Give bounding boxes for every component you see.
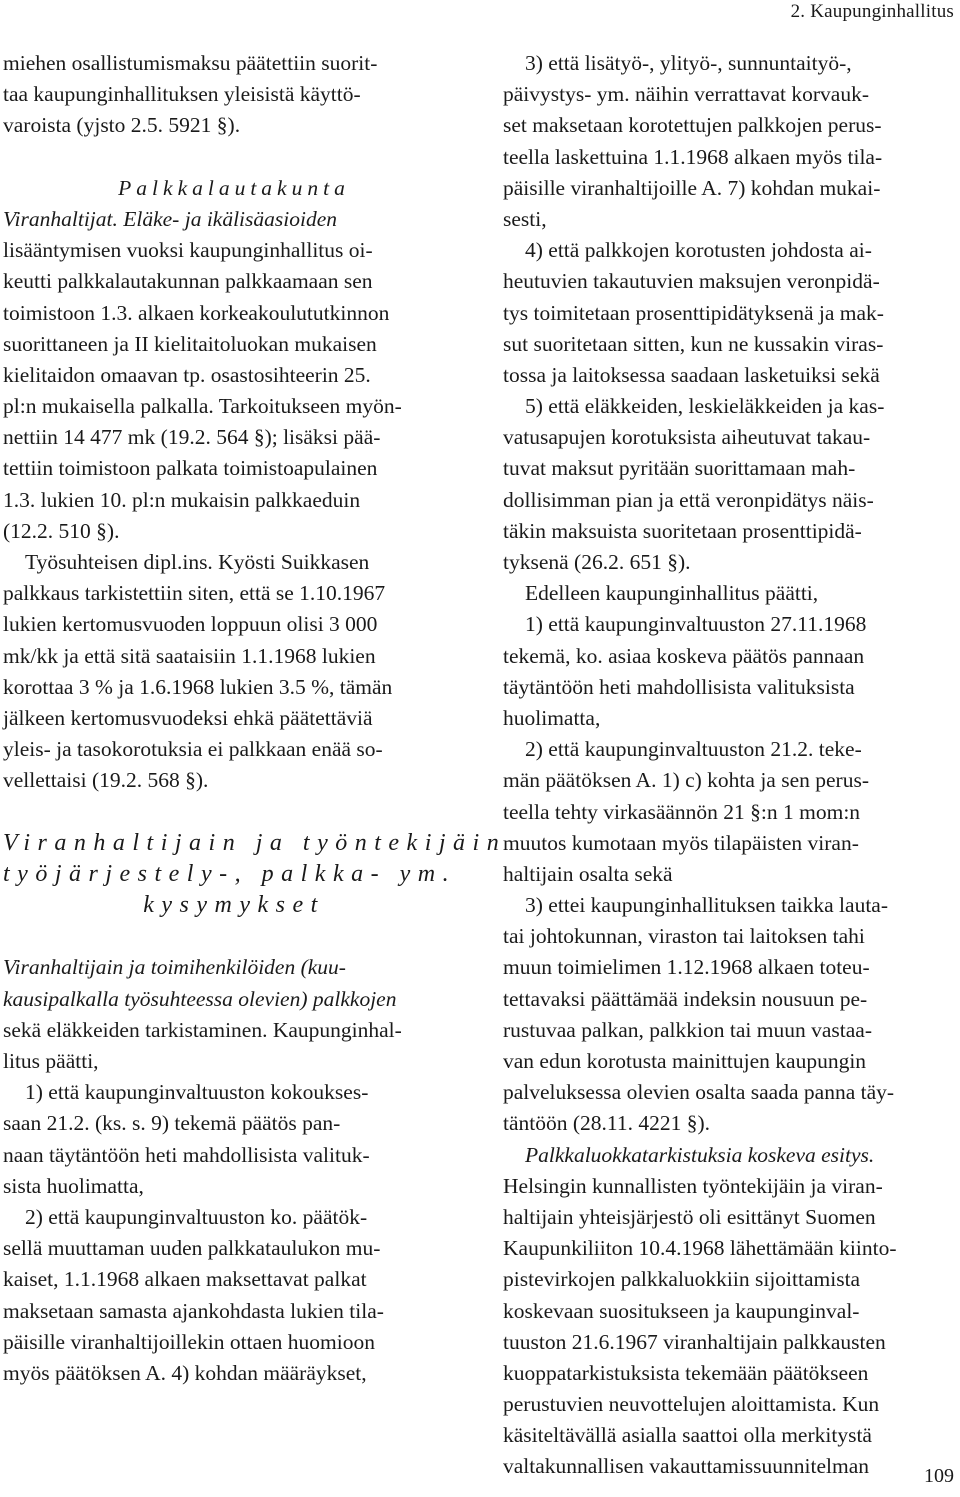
paragraph-lead: Palkkaluokkatarkistuksia koskeva esitys. bbox=[525, 1142, 875, 1167]
body-line: täytäntöön heti mahdollisista valituksista bbox=[503, 674, 855, 699]
right-column bbox=[503, 48, 958, 1483]
body-line: päisille viranhaltijoillekin ottaen huomioon bbox=[3, 1329, 375, 1354]
body-line: tossa ja laitoksessa saadaan lasketuiksi sekä bbox=[503, 362, 880, 387]
body-line: tuuston 21.6.1967 viranhaltijain palkkausten bbox=[503, 1329, 886, 1354]
body-line: 4) että palkkojen korotusten johdosta ai- bbox=[525, 238, 872, 263]
body-line: dollisimman pian ja että veronpidätys näis- bbox=[503, 487, 874, 512]
body-line: päivystys- ym. näihin verrattavat korvauk- bbox=[503, 82, 869, 107]
body-line: myös päätöksen A. 4) kohdan määräykset, bbox=[3, 1360, 367, 1385]
body-line: tys toimitetaan prosenttipidätyksenä ja mak- bbox=[503, 300, 884, 325]
left-column bbox=[3, 48, 507, 1389]
body-line: jälkeen kertomusvuodeksi ehkä päätettäviä bbox=[3, 705, 373, 730]
body-line: sut suoritetaan sitten, kun ne kussakin viras- bbox=[503, 331, 884, 356]
body-line: täntöön (28.11. 4221 §). bbox=[503, 1111, 711, 1136]
body-line: (12.2. 510 §). bbox=[3, 518, 120, 543]
body-line bbox=[503, 1140, 958, 1171]
body-line: van edun korotusta mainittujen kaupungin bbox=[503, 1049, 867, 1073]
paragraph-lead: Viranhaltijain ja toimihenkilöiden (kuu- bbox=[3, 955, 346, 980]
body-line: Kaupunkiliiton 10.4.1968 lähettämään kiinto- bbox=[503, 1236, 897, 1261]
body-line: pl:n mukaisella palkalla. Tarkoitukseen myön- bbox=[3, 394, 402, 419]
body-line: 3) että lisätyö-, ylityö-, sunnuntaityö-, bbox=[525, 51, 852, 75]
running-head: 2. Kaupunginhallitus bbox=[790, 1, 954, 22]
body-line: 5) että eläkkeiden, leskieläkkeiden ja kas- bbox=[525, 394, 885, 419]
body-line: 3) ettei kaupunginhallituksen taikka lauta- bbox=[525, 893, 889, 918]
body-line: taa kaupunginhallituksen yleisistä käyttö- bbox=[3, 82, 361, 107]
body-line: palkkaus tarkistettiin siten, että se 1.10.1967 bbox=[3, 581, 386, 606]
body-line: heutuvien takautuvien maksujen veronpidä- bbox=[503, 269, 880, 294]
body-line bbox=[3, 952, 465, 983]
body-line: Edelleen kaupunginhallitus päätti, bbox=[525, 581, 819, 606]
spacer bbox=[3, 921, 465, 952]
body-line: rustuvaa palkan, palkkion tai muun vastaa- bbox=[503, 1017, 872, 1042]
body-line: 2) että kaupunginvaltuuston ko. päätök- bbox=[25, 1204, 368, 1229]
body-line: 1) että kaupunginvaltuuston kokoukses- bbox=[25, 1080, 369, 1105]
body-line: tuvat maksut pyritään suorittamaan mah- bbox=[503, 456, 856, 481]
body-line: tekemä, ko. asiaa koskeva päätös pannaan bbox=[503, 643, 865, 668]
body-line: naan täytäntöön heti mahdollisista valituk- bbox=[3, 1142, 370, 1167]
body-line: tai johtokunnan, viraston tai laitoksen tahi bbox=[503, 924, 865, 949]
section-heading: Palkkalautakunta bbox=[118, 175, 350, 200]
body-line: Työsuhteisen dipl.ins. Kyösti Suikkasen bbox=[25, 550, 370, 574]
body-line: koskevaan suositukseen ja kaupunginval- bbox=[503, 1298, 860, 1323]
body-line: yleis- ja tasokorotuksia ei palkkaan enää so- bbox=[3, 737, 383, 762]
body-line: nettiin 14 477 mk (19.2. 564 §); lisäksi pää- bbox=[3, 425, 381, 450]
section-heading: kysymykset bbox=[143, 892, 325, 919]
paragraph-lead: kausipalkalla työsuhteessa olevien) palkkojen bbox=[3, 986, 397, 1011]
body-line bbox=[3, 204, 465, 235]
body-line: palveluksessa olevien osalta saada panna täy- bbox=[503, 1080, 895, 1105]
page-number: 109 bbox=[924, 1465, 954, 1487]
body-line: käsiteltävällä asialla saattoi olla merkitystä bbox=[503, 1423, 872, 1448]
body-line: 2) että kaupunginvaltuuston 21.2. teke- bbox=[525, 737, 862, 762]
body-line: haltijain yhteisjärjestö oli esittänyt Suomen bbox=[503, 1204, 876, 1229]
body-line: kielitaidon omaavan tp. osastosihteerin 25. bbox=[3, 362, 371, 387]
body-line: muutos kumotaan myös tilapäisten viran- bbox=[503, 830, 859, 855]
body-line: varoista (yjsto 2.5. 5921 §). bbox=[3, 113, 241, 138]
body-line: vellettaisi (19.2. 568 §). bbox=[3, 768, 209, 793]
body-line: tettiin toimistoon palkata toimistoapulainen bbox=[3, 456, 378, 481]
spacer bbox=[3, 797, 465, 828]
body-line: lukien kertomusvuoden loppuun olisi 3 000 bbox=[3, 612, 378, 637]
body-line bbox=[3, 984, 465, 1015]
body-line: tyksenä (26.2. 651 §). bbox=[503, 550, 691, 574]
body-line: tettavaksi päättämää indeksin nousuun pe- bbox=[503, 986, 868, 1011]
body-line: keutti palkkalautakunnan palkkaamaan sen bbox=[3, 269, 373, 294]
body-line: Helsingin kunnallisten työntekijäin ja viran- bbox=[503, 1173, 883, 1198]
body-line: lisääntymisen vuoksi kaupunginhallitus oi- bbox=[3, 238, 373, 263]
body-line: vatusapujen korotuksista aiheutuvat takau- bbox=[503, 425, 871, 450]
body-line: korottaa 3 % ja 1.6.1968 lukien 3.5 %, tämän bbox=[3, 674, 393, 699]
body-line: maksetaan samasta ajankohdasta lukien tila- bbox=[3, 1298, 384, 1323]
body-line: sesti, bbox=[503, 206, 547, 231]
body-line: päisille viranhaltijoille A. 7) kohdan mukai- bbox=[503, 175, 881, 200]
body-line: huolimatta, bbox=[503, 705, 601, 730]
body-line: mk/kk ja että sitä saataisiin 1.1.1968 lukien bbox=[3, 643, 376, 668]
body-line: set maksetaan korotettujen palkkojen perus- bbox=[503, 113, 882, 138]
section-heading: työjärjestely-, palkka- ym. bbox=[3, 860, 457, 887]
body-line: 1) että kaupunginvaltuuston 27.11.1968 bbox=[525, 612, 867, 637]
body-line: litus päätti, bbox=[3, 1049, 99, 1073]
body-line: haltijain osalta sekä bbox=[503, 861, 673, 886]
body-line: teella tehty virkasäännön 21 §:n 1 mom:n bbox=[503, 799, 861, 824]
section-heading: Viranhaltijain ja työntekijäin bbox=[3, 829, 507, 856]
body-line: teella laskettuina 1.1.1968 alkaen myös tila- bbox=[503, 144, 883, 169]
body-line: sellä muuttaman uuden palkkataulukon mu- bbox=[3, 1236, 381, 1261]
body-line: suorittaneen ja II kielitaitoluokan mukaisen bbox=[3, 331, 377, 356]
body-line: täkin maksuista suoritetaan prosenttipidä- bbox=[503, 518, 862, 543]
body-line: sista huolimatta, bbox=[3, 1173, 144, 1198]
body-line: valtakunnallisen vakauttamissuunnitelman bbox=[503, 1454, 870, 1479]
body-line: saan 21.2. (ks. s. 9) tekemä päätös pan- bbox=[3, 1111, 341, 1136]
body-line: kuoppatarkistuksista tekemään päätökseen bbox=[503, 1360, 869, 1385]
body-line: muun toimielimen 1.12.1968 alkaen toteu- bbox=[503, 955, 870, 980]
body-line: 1.3. lukien 10. pl:n mukaisin palkkaeduin bbox=[3, 487, 361, 512]
body-line: perustuvien neuvottelujen aloittamista. Kun bbox=[503, 1392, 880, 1417]
body-line: pistevirkojen palkkaluokkiin sijoittamista bbox=[503, 1267, 861, 1292]
spacer bbox=[3, 142, 465, 173]
body-line: kaiset, 1.1.1968 alkaen maksettavat palkat bbox=[3, 1267, 367, 1292]
body-line: män päätöksen A. 1) c) kohta ja sen perus- bbox=[503, 768, 869, 793]
body-line: sekä eläkkeiden tarkistaminen. Kaupunginhal- bbox=[3, 1017, 402, 1042]
paragraph-lead: Viranhaltijat. Eläke- ja ikälisäasioiden bbox=[3, 206, 338, 231]
body-line: miehen osallistumismaksu päätettiin suorit- bbox=[3, 51, 378, 75]
body-line: toimistoon 1.3. alkaen korkeakoulututkinnon bbox=[3, 300, 390, 325]
